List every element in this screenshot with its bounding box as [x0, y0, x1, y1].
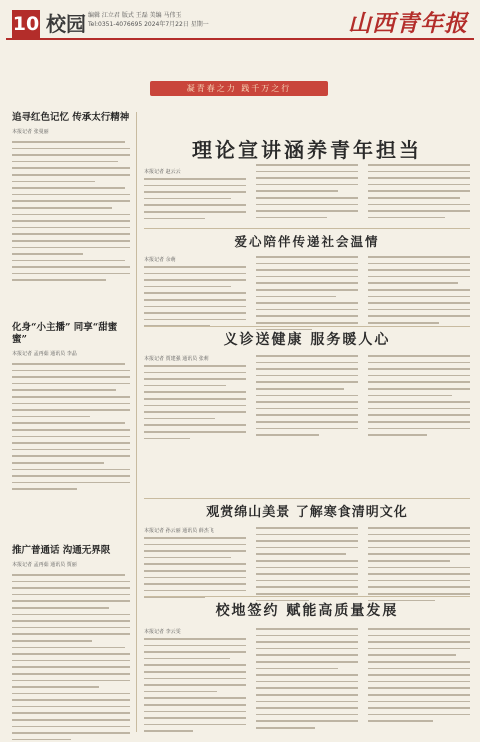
text-line [144, 292, 246, 294]
text-line [12, 680, 130, 682]
story-2-byline: 本报记者 余萌 [144, 257, 176, 263]
masthead-rule [6, 38, 474, 40]
text-line [12, 389, 116, 391]
text-line [12, 279, 106, 281]
text-line [144, 185, 246, 187]
text-line [256, 707, 358, 709]
left-story-3 [12, 545, 130, 742]
text-line [12, 607, 109, 609]
text-line [256, 302, 358, 304]
text-line [256, 256, 358, 258]
text-line [256, 600, 309, 602]
text-line [12, 376, 130, 378]
text-line [12, 148, 130, 150]
text-line [12, 719, 130, 721]
left-story-2 [12, 322, 130, 495]
text-line [12, 247, 130, 249]
story-3-body-col-3 [368, 355, 470, 441]
text-line [12, 442, 130, 444]
page-number: 10 [12, 10, 40, 38]
text-line [368, 256, 470, 258]
text-line [12, 200, 130, 202]
text-line [368, 534, 470, 536]
text-line [256, 668, 338, 670]
text-line [256, 197, 358, 199]
text-line [368, 204, 470, 206]
text-line [144, 191, 246, 193]
text-line [256, 217, 327, 219]
story-2-title: 爱心陪伴传递社会温情 [234, 234, 380, 249]
text-line [144, 583, 246, 585]
text-line [256, 661, 358, 663]
text-line [256, 269, 358, 271]
left-story-2-byline: 本报记者 孟再茹 通讯员 李晶 [12, 351, 77, 357]
masthead-meta [88, 11, 209, 29]
text-line [256, 428, 358, 430]
left-story-2-body [12, 363, 130, 490]
text-line [256, 674, 358, 676]
text-line [144, 273, 246, 275]
left-story-1-title: 追寻红色记忆 传承太行精神 [12, 112, 130, 123]
text-line [12, 194, 130, 196]
left-story-1-body [12, 141, 130, 281]
text-line [256, 355, 358, 357]
text-line [368, 707, 470, 709]
text-line [12, 436, 130, 438]
text-line [368, 401, 470, 403]
text-line [368, 164, 470, 166]
text-line [368, 628, 470, 630]
text-line [368, 654, 456, 656]
text-line [368, 177, 470, 179]
text-line [368, 434, 427, 436]
text-line [12, 187, 125, 189]
text-line [256, 586, 358, 588]
contact-date-line: Tel:0351-4076695 2024年7月22日 星期一 [88, 21, 209, 28]
text-line [12, 587, 130, 589]
text-line [144, 544, 246, 546]
text-line [368, 600, 435, 602]
text-line [144, 704, 246, 706]
text-line [256, 414, 358, 416]
text-line [12, 167, 130, 169]
text-line [368, 573, 470, 575]
text-line [12, 686, 99, 688]
text-line [12, 416, 90, 418]
text-line [256, 421, 358, 423]
text-line [368, 661, 470, 663]
text-line [256, 329, 312, 331]
text-line [256, 315, 358, 317]
text-line [144, 550, 246, 552]
text-line [368, 694, 470, 696]
left-story-1 [12, 112, 130, 286]
text-line [256, 628, 358, 630]
text-line [368, 648, 470, 650]
text-line [368, 720, 433, 722]
topic-banner-text: 凝青春之力 践千万之行 [186, 84, 292, 93]
text-line [256, 408, 358, 410]
text-line [256, 573, 358, 575]
story-4-body-col-1 [144, 537, 246, 603]
text-line [368, 674, 470, 676]
text-line [256, 654, 358, 656]
text-line [256, 580, 358, 582]
text-line [144, 678, 246, 680]
text-line [368, 547, 470, 549]
text-line [144, 570, 246, 572]
newspaper-logo: 山西青年报 [348, 10, 468, 37]
story-5-byline: 本报记者 李云雯 [144, 629, 181, 635]
text-line [12, 240, 130, 242]
text-line [144, 211, 246, 213]
story-separator-4 [144, 596, 470, 597]
text-line [256, 282, 358, 284]
text-line [256, 567, 358, 569]
text-line [12, 475, 130, 477]
text-line [12, 449, 130, 451]
left-story-3-byline: 本报记者 孟再茹 通讯员 贾丽 [12, 562, 77, 568]
text-line [256, 164, 358, 166]
left-story-1-byline: 本报记者 张曼丽 [12, 129, 49, 135]
text-line [368, 322, 439, 324]
text-line [144, 411, 246, 413]
text-line [368, 408, 470, 410]
text-line [368, 540, 470, 542]
text-line [12, 706, 130, 708]
text-line [256, 560, 358, 562]
text-line [368, 315, 470, 317]
text-line [144, 563, 246, 565]
text-line [12, 732, 130, 734]
text-line [144, 398, 246, 400]
text-line [12, 600, 130, 602]
text-line [368, 190, 470, 192]
story-1-byline: 本报记者 赵云云 [144, 169, 181, 175]
text-line [144, 279, 246, 281]
text-line [144, 557, 231, 559]
text-line [256, 171, 358, 173]
text-line [144, 306, 246, 308]
text-line [144, 405, 246, 407]
story-1-body-col-1 [144, 178, 246, 224]
text-line [256, 362, 358, 364]
text-line [12, 227, 130, 229]
text-line [368, 527, 470, 529]
text-line [12, 666, 130, 668]
text-line [144, 651, 246, 653]
text-line [144, 711, 246, 713]
text-line [12, 266, 130, 268]
text-line [256, 190, 338, 192]
text-line [12, 273, 130, 275]
text-line [12, 726, 130, 728]
text-line [256, 701, 358, 703]
story-3-body-col-1 [144, 365, 246, 444]
text-line [256, 635, 358, 637]
text-line [256, 309, 358, 311]
text-line [144, 286, 231, 288]
story-2-body-col-1 [144, 266, 246, 332]
text-line [144, 266, 246, 268]
text-line [256, 177, 358, 179]
story-4-body-col-3 [368, 527, 470, 606]
text-line [12, 363, 125, 365]
text-line [256, 388, 344, 390]
text-line [368, 701, 470, 703]
text-line [368, 269, 470, 271]
text-line [256, 641, 358, 643]
text-line [256, 289, 358, 291]
text-line [368, 309, 470, 311]
text-line [12, 699, 130, 701]
text-line [12, 594, 130, 596]
text-line [256, 296, 336, 298]
text-line [256, 375, 358, 377]
text-line [256, 681, 358, 683]
text-line [144, 365, 246, 367]
text-line [12, 396, 130, 398]
text-line [368, 560, 450, 562]
text-line [368, 375, 470, 377]
text-line [256, 434, 319, 436]
text-line [368, 567, 470, 569]
text-line [256, 720, 358, 722]
text-line [12, 214, 130, 216]
text-line [12, 455, 130, 457]
text-line [256, 263, 358, 265]
text-line [256, 547, 358, 549]
text-line [256, 368, 358, 370]
text-line [12, 233, 130, 235]
section-title: 校园 [46, 12, 86, 36]
text-line [368, 355, 470, 357]
text-line [368, 368, 470, 370]
text-line [12, 141, 125, 143]
story-4-byline: 本报记者 孙云丽 通讯员 薛杰飞 [144, 528, 214, 534]
text-line [12, 660, 130, 662]
text-line [144, 372, 246, 374]
text-line [12, 653, 130, 655]
story-5-body-col-3 [368, 628, 470, 727]
text-line [12, 640, 92, 642]
text-line [368, 635, 470, 637]
text-line [368, 668, 470, 670]
text-line [256, 694, 358, 696]
text-line [12, 614, 130, 616]
text-line [12, 574, 125, 576]
text-line [368, 197, 460, 199]
text-line [144, 418, 215, 420]
text-line [144, 178, 246, 180]
text-line [144, 431, 246, 433]
text-line [12, 673, 130, 675]
text-line [368, 641, 470, 643]
text-line [144, 697, 246, 699]
text-line [368, 428, 470, 430]
text-line [368, 553, 470, 555]
text-line [12, 647, 125, 649]
text-line [12, 482, 130, 484]
text-line [12, 429, 130, 431]
text-line [144, 299, 246, 301]
text-line [12, 693, 130, 695]
text-line [144, 664, 246, 666]
text-line [12, 712, 130, 714]
text-line [256, 527, 358, 529]
text-line [256, 687, 358, 689]
text-line [368, 217, 445, 219]
text-line [144, 378, 246, 380]
text-line [12, 739, 71, 741]
text-line [368, 421, 470, 423]
text-line [144, 638, 246, 640]
text-line [144, 590, 246, 592]
text-line [256, 210, 358, 212]
text-line [368, 296, 470, 298]
text-line [368, 282, 458, 284]
text-line [12, 627, 130, 629]
text-line [144, 691, 217, 693]
text-line [12, 422, 125, 424]
text-line [368, 593, 470, 595]
story-separator-3 [144, 498, 470, 499]
text-line [12, 403, 130, 405]
text-line [12, 161, 118, 163]
text-line [12, 469, 130, 471]
text-line [256, 276, 358, 278]
text-line [12, 174, 130, 176]
text-line [368, 395, 452, 397]
story-4-title: 观赏绵山美景 了解寒食清明文化 [206, 505, 408, 520]
text-line [144, 218, 205, 220]
text-line [144, 671, 246, 673]
text-line [12, 581, 130, 583]
editor-line: 编辑 江立君 版式 王磊 美编 马伟玉 [88, 12, 182, 19]
text-line [256, 204, 358, 206]
text-line [368, 586, 470, 588]
text-line [12, 370, 130, 372]
text-line [256, 401, 358, 403]
story-5-title: 校地签约 赋能高质量发展 [215, 603, 399, 619]
text-line [12, 253, 83, 255]
text-line [144, 204, 246, 206]
text-line [368, 388, 470, 390]
text-line [256, 648, 358, 650]
text-line [144, 717, 246, 719]
text-line [144, 424, 246, 426]
text-line [144, 537, 246, 539]
text-line [368, 210, 470, 212]
text-line [144, 312, 246, 314]
text-line [368, 184, 470, 186]
text-line [256, 184, 358, 186]
story-1-body-col-2 [256, 164, 358, 223]
text-line [144, 577, 246, 579]
text-line [368, 289, 470, 291]
column-divider [136, 112, 137, 732]
text-line [256, 553, 346, 555]
story-separator-1 [144, 228, 470, 229]
text-line [144, 645, 246, 647]
text-line [144, 391, 246, 393]
text-line [256, 534, 358, 536]
text-line [12, 383, 130, 385]
text-line [144, 438, 190, 440]
text-line [12, 207, 112, 209]
text-line [12, 220, 130, 222]
text-line [12, 260, 125, 262]
text-line [256, 381, 358, 383]
text-line [12, 462, 104, 464]
text-line [256, 395, 358, 397]
text-line [144, 684, 246, 686]
left-story-2-title: 化身“小主播” 同享“甜蜜蜜” [12, 322, 118, 345]
text-line [368, 580, 470, 582]
text-line [144, 730, 193, 732]
story-5-body-col-1 [144, 638, 246, 737]
left-column [12, 112, 130, 740]
text-line [368, 276, 470, 278]
story-3-body-col-2 [256, 355, 358, 441]
text-line [12, 409, 130, 411]
text-line [368, 714, 470, 716]
text-line [144, 385, 226, 387]
story-1-title: 理论宣讲涵养青年担当 [192, 138, 422, 162]
story-5-body-col-2 [256, 628, 358, 734]
text-line [144, 198, 231, 200]
text-line [256, 540, 358, 542]
story-3-byline: 本报记者 贾建强 通讯员 张莉 [144, 356, 209, 362]
text-line [368, 414, 470, 416]
text-line [368, 381, 470, 383]
text-line [256, 322, 358, 324]
text-line [256, 593, 358, 595]
text-line [368, 687, 470, 689]
story-2-body-col-2 [256, 256, 358, 335]
story-2-body-col-3 [368, 256, 470, 329]
text-line [12, 488, 77, 490]
text-line [12, 633, 130, 635]
left-story-3-body [12, 574, 130, 740]
text-line [144, 319, 246, 321]
text-line [144, 658, 230, 660]
story-1-body-col-3 [368, 164, 470, 223]
text-line [256, 727, 315, 729]
text-line [368, 681, 470, 683]
text-line [12, 154, 130, 156]
text-line [368, 263, 470, 265]
text-line [256, 714, 358, 716]
story-4-body-col-2 [256, 527, 358, 606]
text-line [144, 724, 246, 726]
text-line [368, 171, 470, 173]
left-story-3-title: 推广普通话 沟通无界限 [12, 545, 111, 556]
topic-banner [150, 81, 328, 96]
text-line [12, 620, 130, 622]
text-line [12, 181, 95, 183]
story-3-title: 义诊送健康 服务暖人心 [223, 332, 391, 348]
story-separator-2 [144, 326, 470, 327]
text-line [368, 362, 470, 364]
text-line [368, 302, 470, 304]
